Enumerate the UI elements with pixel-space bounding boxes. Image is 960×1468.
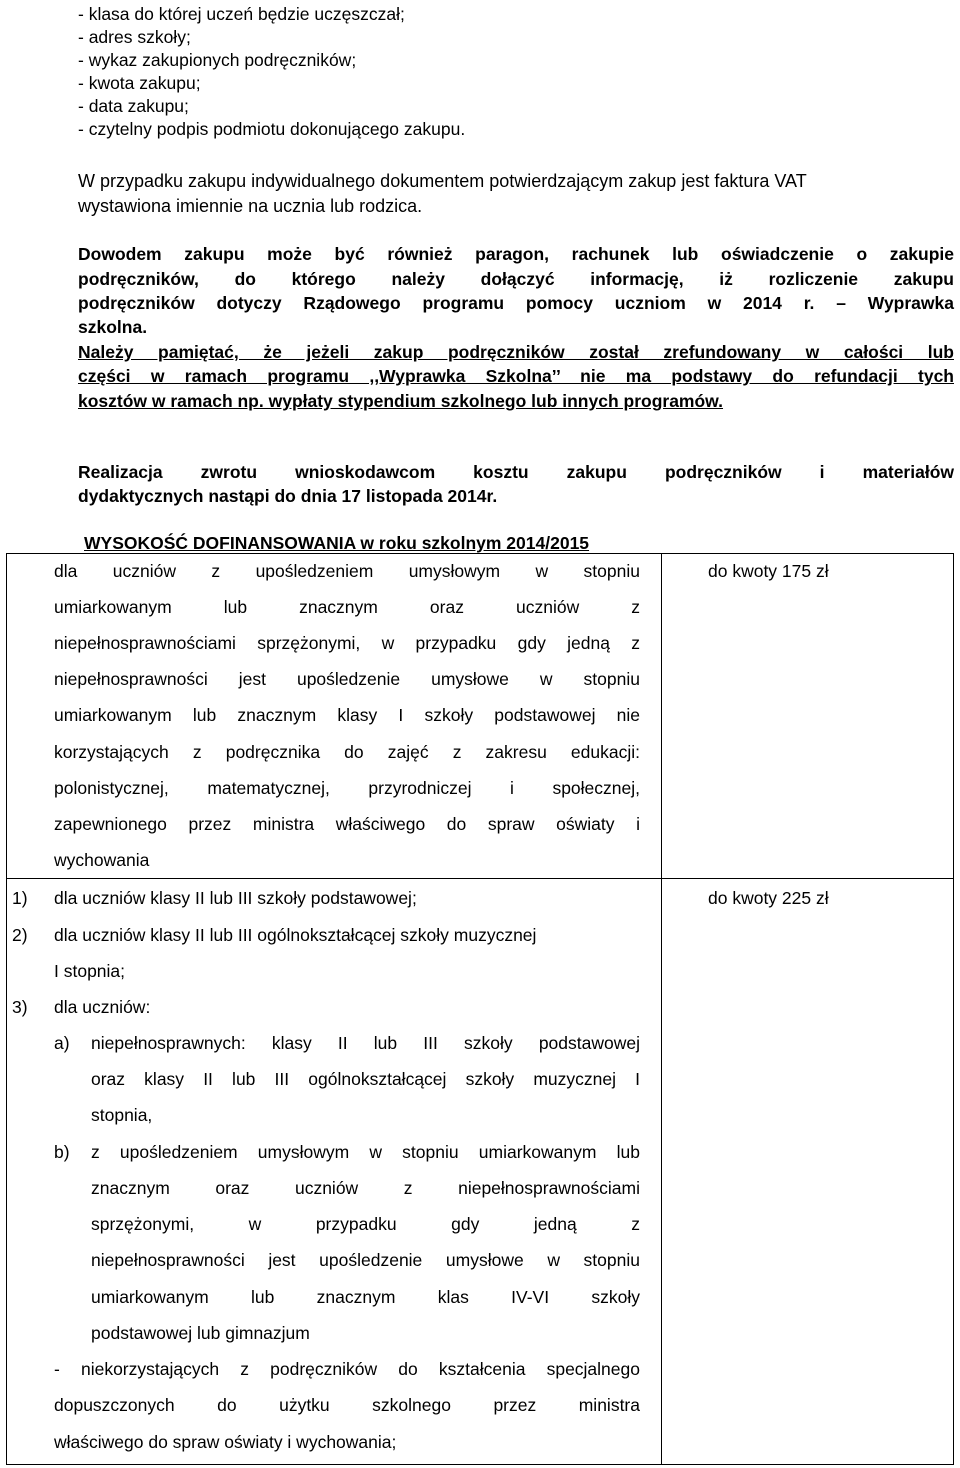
list-marker: b) bbox=[54, 1142, 70, 1162]
row2-tail-line: dopuszczonych do użytku szkolnego przez ministra bbox=[54, 1395, 640, 1415]
row1-description-line: niepełnosprawnościami sprzężonymi, w przypadku gdy jedną z bbox=[54, 633, 640, 653]
list-marker: 3) bbox=[12, 997, 28, 1017]
list-marker: a) bbox=[54, 1033, 70, 1053]
row2-subitem-line: stopnia, bbox=[91, 1105, 153, 1125]
row1-description-line: umiarkowanym lub znacznym klasy I szkoły podstawowej nie bbox=[54, 705, 640, 725]
table-row-divider bbox=[6, 878, 954, 879]
warning-paragraph-line: Należy pamiętać, że jeżeli zakup podręczników został zrefundowany w całości lub bbox=[78, 342, 954, 362]
proof-paragraph-line: podręczników dotyczy Rządowego programu pomocy uczniom w 2014 r. – Wyprawka bbox=[78, 293, 954, 313]
warning-paragraph-line: części w ramach programu ,,Wyprawka Szkolna’’ nie ma podstawy do refundacji tych bbox=[78, 366, 954, 386]
list-item: - wykaz zakupionych podręczników; bbox=[78, 50, 357, 70]
row2-amount: do kwoty 225 zł bbox=[708, 888, 829, 908]
row2-tail-line: - niekorzystających z podręczników do kształcenia specjalnego bbox=[54, 1359, 640, 1379]
row1-description-line: zapewnionego przez ministra właściwego do spraw oświaty i bbox=[54, 814, 640, 834]
list-item: - klasa do której uczeń będzie uczęszczał; bbox=[78, 4, 405, 24]
list-item: - kwota zakupu; bbox=[78, 73, 201, 93]
row1-description-line: wychowania bbox=[54, 850, 150, 870]
proof-paragraph-line: szkolna. bbox=[78, 317, 148, 337]
row2-subitem-line: niepełnosprawnych: klasy II lub III szkoły podstawowej bbox=[91, 1033, 640, 1053]
row2-subitem-line: niepełnosprawności jest upośledzenie umysłowe w stopniu bbox=[91, 1250, 640, 1270]
row2-subitem-line: umiarkowanym lub znacznym klas IV-VI szkoły bbox=[91, 1287, 640, 1307]
list-marker: 2) bbox=[12, 925, 28, 945]
table-column-divider bbox=[661, 553, 662, 1465]
row1-description-line: umiarkowanym lub znacznym oraz uczniów z bbox=[54, 597, 640, 617]
row1-description-line: niepełnosprawności jest upośledzenie umysłowe w stopniu bbox=[54, 669, 640, 689]
list-item: - data zakupu; bbox=[78, 96, 189, 116]
row2-item-line: I stopnia; bbox=[54, 961, 126, 981]
proof-paragraph-line: podręczników, do którego należy dołączyć informację, iż rozliczenie zakupu bbox=[78, 269, 954, 289]
row1-amount: do kwoty 175 zł bbox=[708, 561, 829, 581]
row1-description-line: korzystających z podręcznika do zajęć z zakresu edukacji: bbox=[54, 742, 640, 762]
row2-item-line: dla uczniów klasy II lub III szkoły podstawowej; bbox=[54, 888, 417, 908]
vat-paragraph-line: wystawiona imiennie na ucznia lub rodzica. bbox=[78, 196, 423, 216]
row2-tail-line: właściwego do spraw oświaty i wychowania; bbox=[54, 1432, 397, 1452]
list-item: - czytelny podpis podmiotu dokonującego zakupu. bbox=[78, 119, 466, 139]
row2-subitem-line: sprzężonymi, w przypadku gdy jedną z bbox=[91, 1214, 640, 1234]
realization-paragraph-line: Realizacja zwrotu wnioskodawcom kosztu zakupu podręczników i materiałów bbox=[78, 462, 954, 482]
row2-subitem-line: oraz klasy II lub III ogólnokształcącej szkoły muzycznej I bbox=[91, 1069, 640, 1089]
row2-subitem-line: podstawowej lub gimnazjum bbox=[91, 1323, 310, 1343]
row2-item-line: dla uczniów: bbox=[54, 997, 151, 1017]
row2-subitem-line: z upośledzeniem umysłowym w stopniu umiarkowanym lub bbox=[91, 1142, 640, 1162]
row1-description-line: dla uczniów z upośledzeniem umysłowym w stopniu bbox=[54, 561, 640, 581]
row2-item-line: dla uczniów klasy II lub III ogólnokształcącej szkoły muzycznej bbox=[54, 925, 537, 945]
list-item: - adres szkoły; bbox=[78, 27, 191, 47]
realization-paragraph-line: dydaktycznych nastąpi do dnia 17 listopada 2014r. bbox=[78, 486, 498, 506]
row1-description-line: polonistycznej, matematycznej, przyrodniczej i społecznej, bbox=[54, 778, 640, 798]
row2-subitem-line: znacznym oraz uczniów z niepełnosprawnościami bbox=[91, 1178, 640, 1198]
warning-paragraph-line: kosztów w ramach np. wypłaty stypendium szkolnego lub innych programów. bbox=[78, 391, 724, 411]
table-title: WYSOKOŚĆ DOFINANSOWANIA w roku szkolnym 2014/2015 bbox=[84, 533, 590, 553]
proof-paragraph-line: Dowodem zakupu może być również paragon, rachunek lub oświadczenie o zakupie bbox=[78, 244, 954, 264]
vat-paragraph-line: W przypadku zakupu indywidualnego dokumentem potwierdzającym zakup jest faktura VAT bbox=[78, 171, 807, 191]
list-marker: 1) bbox=[12, 888, 28, 908]
